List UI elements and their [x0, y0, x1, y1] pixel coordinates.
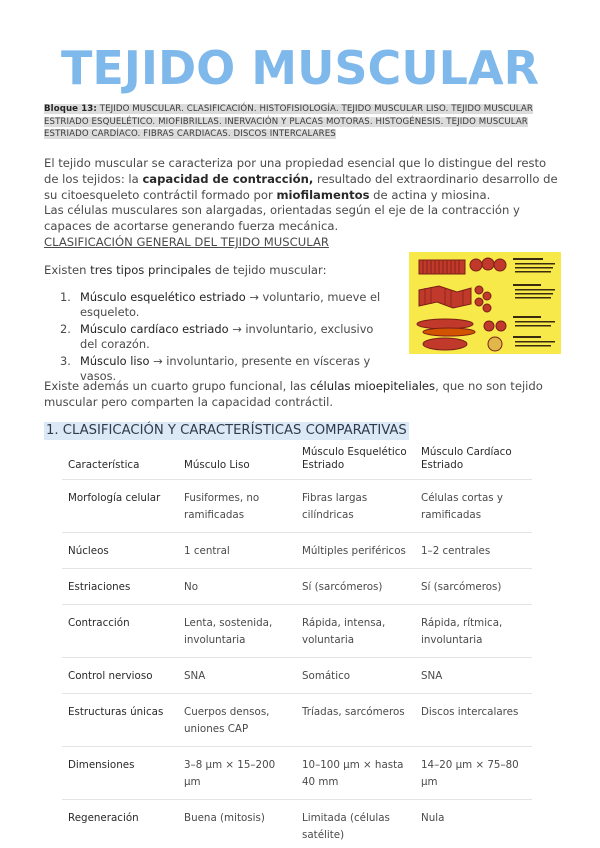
list-number: 3.: [60, 353, 71, 368]
bloque-summary: [44, 103, 560, 141]
table-row: [62, 747, 532, 800]
intro-p1-e: de actina y miosina.: [369, 187, 491, 202]
table-row: [62, 658, 532, 694]
types-lead-a: Existen: [44, 263, 91, 277]
table-cell: Sí (sarcómeros): [415, 569, 532, 605]
cuarto-grupo-text: [44, 379, 560, 411]
table-body: [62, 480, 532, 848]
table-cell: Múltiples periféricos: [296, 533, 415, 569]
table-cell: SNA: [178, 658, 296, 694]
table-row: [62, 694, 532, 747]
page-title: TEJIDO MUSCULAR: [60, 41, 540, 95]
intro-p1-c: resultado del extraordinario desarrollo de su citoesqueleto contráctil formado por: [44, 171, 558, 202]
intro-p1-d: miofilamentos: [276, 187, 370, 202]
cuarto-b: células mioepiteliales: [310, 379, 436, 393]
list-item-name: Músculo cardíaco estriado: [80, 321, 229, 336]
classification-link[interactable]: CLASIFICACIÓN GENERAL DEL TEJIDO MUSCULAR: [44, 234, 329, 249]
intro-p2: Las células musculares son alargadas, orientadas según el eje de la contracción y capaces de acortarse generando fuerza mecánica.: [44, 203, 520, 234]
table-cell: Control nervioso: [62, 658, 178, 694]
table-cell: Morfología celular: [62, 480, 178, 533]
table-cell: 3–8 µm × 15–200 µm: [178, 747, 296, 800]
table-cell: Contracción: [62, 605, 178, 658]
muscle-illustration-svg: [409, 252, 561, 354]
intro-p1-b: capacidad de contracción,: [142, 171, 314, 186]
list-item-name: Músculo liso: [80, 353, 150, 368]
table-row: [62, 800, 532, 848]
comparison-table: [62, 446, 532, 848]
table-row: [62, 533, 532, 569]
table-header-cell: Músculo Esquelético Estriado: [302, 446, 407, 471]
table-cell: Regeneración: [62, 800, 178, 848]
table-cell: Tríadas, sarcómeros: [296, 694, 415, 747]
bloque-label: Bloque 13:: [44, 104, 97, 114]
table-row: [62, 605, 532, 658]
section-heading: 1. CLASIFICACIÓN Y CARACTERÍSTICAS COMPARATIVAS: [46, 423, 407, 438]
table-cell: Somático: [296, 658, 415, 694]
cuarto-c: , que no son tejido muscular pero comparten la capacidad contráctil.: [44, 379, 543, 409]
table-header-cell: Músculo Liso: [184, 458, 250, 471]
list-item-name: Músculo esquelético estriado: [80, 290, 246, 304]
table-cell: Limitada (células satélite): [296, 800, 415, 848]
table-cell: Fusiformes, no ramificadas: [178, 480, 296, 533]
list-number: 1.: [60, 290, 71, 304]
table-cell: No: [178, 569, 296, 605]
intro-text: [44, 156, 560, 251]
table-row: [62, 480, 532, 533]
table-cell: Núcleos: [62, 533, 178, 569]
cuarto-a: Existe además un cuarto grupo funcional, las: [44, 379, 311, 393]
table-cell: Estriaciones: [62, 569, 178, 605]
table-cell: Lenta, sostenida, involuntaria: [178, 605, 296, 658]
table-cell: Dimensiones: [62, 747, 178, 800]
table-cell: Células cortas y ramificadas: [415, 480, 532, 533]
types-lead: [44, 262, 327, 278]
table-header-cell: Característica: [68, 458, 140, 471]
table-cell: 10–100 µm × hasta 40 mm: [296, 747, 415, 800]
types-lead-c: de tejido muscular:: [211, 263, 327, 277]
table-cell: Fibras largas cilíndricas: [296, 480, 415, 533]
types-lead-b: tres tipos principales: [90, 263, 212, 277]
table-cell: Sí (sarcómeros): [296, 569, 415, 605]
table-cell: Estructuras únicas: [62, 694, 178, 747]
table-cell: Buena (mitosis): [178, 800, 296, 848]
list-item-desc: → involuntario, exclusivo del corazón.: [80, 321, 374, 352]
list-item: [60, 290, 390, 321]
table-cell: 14–20 µm × 75–80 µm: [415, 747, 532, 800]
list-number: 2.: [60, 321, 71, 336]
list-item: [60, 322, 390, 353]
bloque-text: TEJIDO MUSCULAR. CLASIFICACIÓN. HISTOFISIOLOGÍA. TEJIDO MUSCULAR LISO. TEJIDO MUSCULAR ESTRIADO ESQUELÉTICO. MIOFIBRILLAS. INERVACIÓN Y PLACAS MOTORAS. HISTOGÉNESIS. TEJIDO MUSCULAR ESTRIADO CARDÍACO. FIBRAS CARDIACAS. DISCOS INTERCALARES: [44, 104, 533, 140]
table-cell: Rápida, rítmica, involuntaria: [415, 605, 532, 658]
table-cell: SNA: [415, 658, 532, 694]
table-header-cell: Músculo Cardíaco Estriado: [421, 446, 512, 471]
types-list: [60, 290, 390, 385]
list-item-desc: → voluntario, mueve el esqueleto.: [80, 290, 381, 320]
table-cell: Rápida, intensa, voluntaria: [296, 605, 415, 658]
muscle-types-illustration: [409, 252, 561, 354]
table-cell: Nula: [415, 800, 532, 848]
table-row: [62, 569, 532, 605]
table-cell: Cuerpos densos, uniones CAP: [178, 694, 296, 747]
table-header-row: [62, 446, 532, 480]
table-cell: Discos intercalares: [415, 694, 532, 747]
table-cell: 1 central: [178, 533, 296, 569]
intro-p1-a: El tejido muscular se caracteriza por una propiedad esencial que lo distingue del resto de los tejidos: la: [44, 156, 547, 186]
list-item-desc: → involuntario, presente en vísceras y vasos.: [80, 353, 371, 384]
table-cell: 1–2 centrales: [415, 533, 532, 569]
